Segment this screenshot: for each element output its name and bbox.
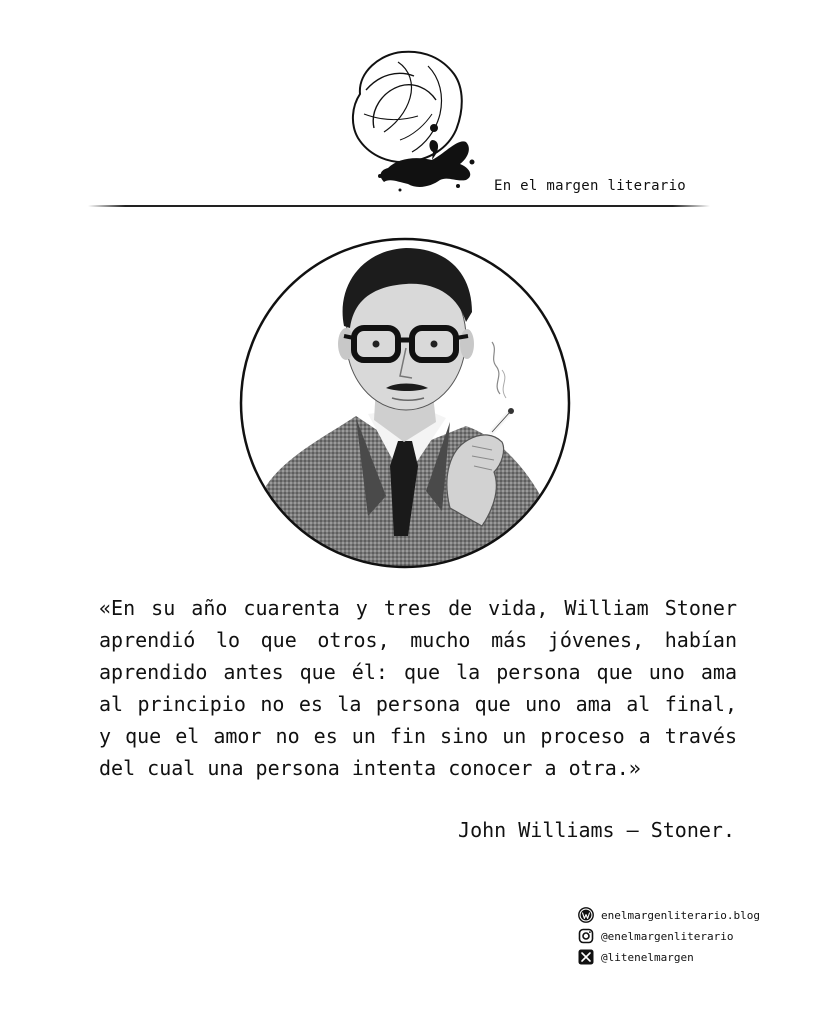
social-links <box>578 905 808 968</box>
social-row-instagram[interactable] <box>578 926 808 946</box>
quote-attribution: John Williams – Stoner. <box>458 818 735 842</box>
wordpress-icon <box>578 907 594 923</box>
social-row-x[interactable] <box>578 947 808 967</box>
brand-name: En el margen literario <box>494 178 687 194</box>
social-link-instagram[interactable]: @enelmargenliterario <box>601 929 734 943</box>
quote-text: «En su año cuarenta y tres de vida, William Stoner aprendió lo que otros, mucho más jóvenes, habían aprendido antes que él: que la persona que uno ama al principio no es la persona que uno ama al final, y que el amor no es un fin sino un proceso a través del cual una persona intenta conocer a otra.» <box>99 596 737 780</box>
instagram-icon <box>578 928 594 944</box>
logo-icon <box>340 44 480 194</box>
social-link-x[interactable]: @litenelmargen <box>601 950 694 964</box>
social-link-wordpress[interactable]: enelmargenliterario.blog <box>601 908 760 922</box>
social-row-wordpress[interactable] <box>578 905 808 925</box>
portrait-icon <box>236 236 574 570</box>
header-divider <box>88 205 710 207</box>
x-icon <box>578 949 594 965</box>
